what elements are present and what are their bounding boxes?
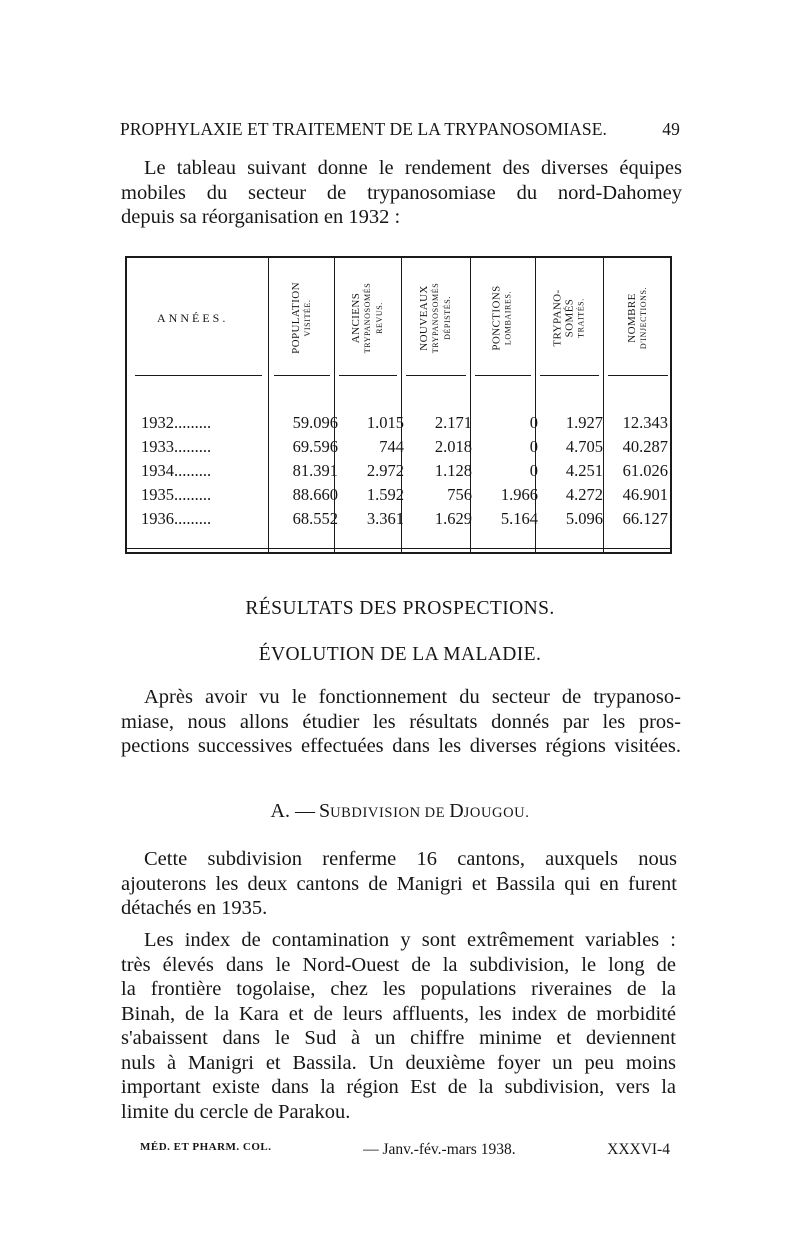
value-cell: 1.128 bbox=[434, 461, 472, 480]
page-number: 49 bbox=[662, 119, 680, 139]
value-cell: 5.164 bbox=[500, 509, 538, 528]
intro-line: depuis sa réorganisation en 1932 : bbox=[121, 206, 401, 228]
column-header-subtext: D'INJECTIONS. bbox=[638, 286, 648, 350]
value-cell: 756 bbox=[447, 485, 472, 504]
paragraph-line: Binah, de la Kara et de leurs affluents, les index de morbidité bbox=[121, 1002, 676, 1025]
column-header-subtext: TRAITÉS. bbox=[576, 298, 586, 338]
value-cell: 4.251 bbox=[565, 461, 603, 480]
footer-volume: XXXVI-4 bbox=[607, 1141, 670, 1158]
running-header-title: PROPHYLAXIE ET TRAITEMENT DE LA TRYPANOSOMIASE. bbox=[120, 119, 607, 139]
value-cell: 1.629 bbox=[434, 509, 472, 528]
subsection-word: DE bbox=[424, 805, 446, 821]
column-header-text: ANCIENS bbox=[350, 292, 363, 344]
column-header-text: NOUVEAUX bbox=[418, 285, 431, 351]
paragraph-line: important existe dans la région Est de la subdivision, vers la bbox=[121, 1076, 676, 1098]
column-header-subtext: LOMBAIRES. bbox=[504, 290, 513, 346]
column-header-text: POPULATION bbox=[289, 282, 302, 354]
subsection-letter: A. — bbox=[270, 800, 315, 822]
value-cell: 1.966 bbox=[500, 485, 538, 504]
value-cell: 2.171 bbox=[434, 413, 472, 432]
year-cell: 1935......... bbox=[141, 485, 212, 504]
year-cell: 1936......... bbox=[141, 509, 212, 528]
paragraph-line: pections successives effectuées dans les diverses régions visitées. bbox=[121, 735, 681, 757]
paragraph-line: nuls à Manigri et Bassila. Un deuxième foyer un peu moins bbox=[121, 1051, 676, 1074]
value-cell: 0 bbox=[529, 413, 538, 432]
section-title-evolution: ÉVOLUTION DE LA MALADIE. bbox=[258, 644, 542, 665]
column-header-injections bbox=[604, 262, 672, 374]
value-cell: 61.026 bbox=[622, 461, 668, 480]
value-cell: 2.018 bbox=[434, 437, 472, 456]
column-header-text: TRYPANO- SOMÉS bbox=[551, 289, 576, 347]
value-cell: 1.015 bbox=[366, 413, 404, 432]
paragraph-prospections bbox=[121, 685, 681, 759]
footer-date: — Janv.-fév.-mars 1938. bbox=[363, 1141, 516, 1158]
column-header-subtext: TRYPANOSOMÉS DÉPISTÉS. bbox=[431, 282, 453, 354]
intro-line: Le tableau suivant donne le rendement des diverses équipes bbox=[144, 157, 682, 179]
paragraph-line: Après avoir vu le fonctionnement du secteur de trypanoso- bbox=[144, 686, 681, 708]
value-cell: 46.901 bbox=[622, 485, 668, 504]
column-header-population bbox=[269, 262, 334, 374]
column-header-subtext: VISITÉE. bbox=[302, 299, 312, 337]
value-cell: 59.096 bbox=[292, 413, 338, 432]
value-cell: 1.927 bbox=[565, 413, 603, 432]
value-cell: 12.343 bbox=[622, 413, 668, 432]
subsection-word: UBDIVISION bbox=[330, 805, 421, 821]
column-header-subtext: TRYPANOSOMÉS REVUS. bbox=[363, 282, 385, 354]
page-footer bbox=[140, 1141, 670, 1159]
paragraph-contamination bbox=[121, 928, 676, 1124]
year-cell: 1934......... bbox=[141, 461, 212, 480]
value-cell: 2.972 bbox=[366, 461, 404, 480]
paragraph-line: très élevés dans le Nord-Ouest de la subdivision, le long de bbox=[121, 953, 676, 976]
value-cell: 4.272 bbox=[565, 485, 603, 504]
column-header-nouveaux bbox=[402, 262, 470, 374]
value-cell: 4.705 bbox=[565, 437, 603, 456]
value-cell: 66.127 bbox=[622, 509, 668, 528]
paragraph-line: Les index de contamination y sont extrêmement variables : bbox=[144, 929, 676, 951]
subsection-initial: D bbox=[449, 800, 464, 822]
section-title-results: RÉSULTATS DES PROSPECTIONS. bbox=[245, 598, 555, 619]
value-cell: 0 bbox=[529, 437, 538, 456]
intro-line: mobiles du secteur de trypanosomiase du nord-Dahomey bbox=[121, 181, 682, 204]
paragraph-cantons bbox=[121, 847, 677, 921]
running-header bbox=[120, 119, 680, 140]
column-header-anciens bbox=[335, 262, 401, 374]
value-cell: 81.391 bbox=[292, 461, 338, 480]
value-cell: 0 bbox=[529, 461, 538, 480]
column-header-text: PONCTIONS bbox=[491, 285, 503, 351]
value-cell: 88.660 bbox=[292, 485, 338, 504]
paragraph-line: Cette subdivision renferme 16 cantons, auxquels nous bbox=[144, 848, 677, 870]
value-cell: 68.552 bbox=[292, 509, 338, 528]
paragraph-line: limite du cercle de Parakou. bbox=[121, 1100, 351, 1123]
value-cell: 1.592 bbox=[366, 485, 404, 504]
year-column-header: ANNÉES. bbox=[157, 311, 229, 325]
value-cell: 5.096 bbox=[565, 509, 603, 528]
year-cell: 1933......... bbox=[141, 437, 212, 456]
value-cell: 744 bbox=[379, 437, 404, 456]
value-cell: 69.596 bbox=[292, 437, 338, 456]
paragraph-line: la frontière togolaise, chez les populations riveraines de la bbox=[121, 978, 676, 1000]
intro-paragraph bbox=[121, 156, 682, 230]
value-cell: 40.287 bbox=[622, 437, 668, 456]
value-cell: 3.361 bbox=[366, 509, 404, 528]
column-header-trypanosomes bbox=[536, 262, 603, 374]
subsection-initial: S bbox=[318, 800, 331, 822]
paragraph-line: miase, nous allons étudier les résultats donnés par les pros- bbox=[121, 710, 681, 733]
subsection-word: JOUGOU. bbox=[463, 805, 530, 821]
subsection-heading bbox=[0, 800, 800, 823]
column-header-text: NOMBRE bbox=[625, 293, 638, 343]
paragraph-line: détachés en 1935. bbox=[121, 897, 268, 919]
year-cell: 1932......... bbox=[141, 413, 212, 432]
column-header-ponctions bbox=[471, 262, 535, 374]
footer-journal: MÉD. ET PHARM. COL. bbox=[140, 1141, 272, 1153]
paragraph-line: ajouterons les deux cantons de Manigri et Bassila qui en furent bbox=[121, 872, 677, 895]
paragraph-line: s'abaissent dans le Sud à un chiffre minime et deviennent bbox=[121, 1027, 676, 1049]
statistics-table bbox=[125, 256, 672, 554]
